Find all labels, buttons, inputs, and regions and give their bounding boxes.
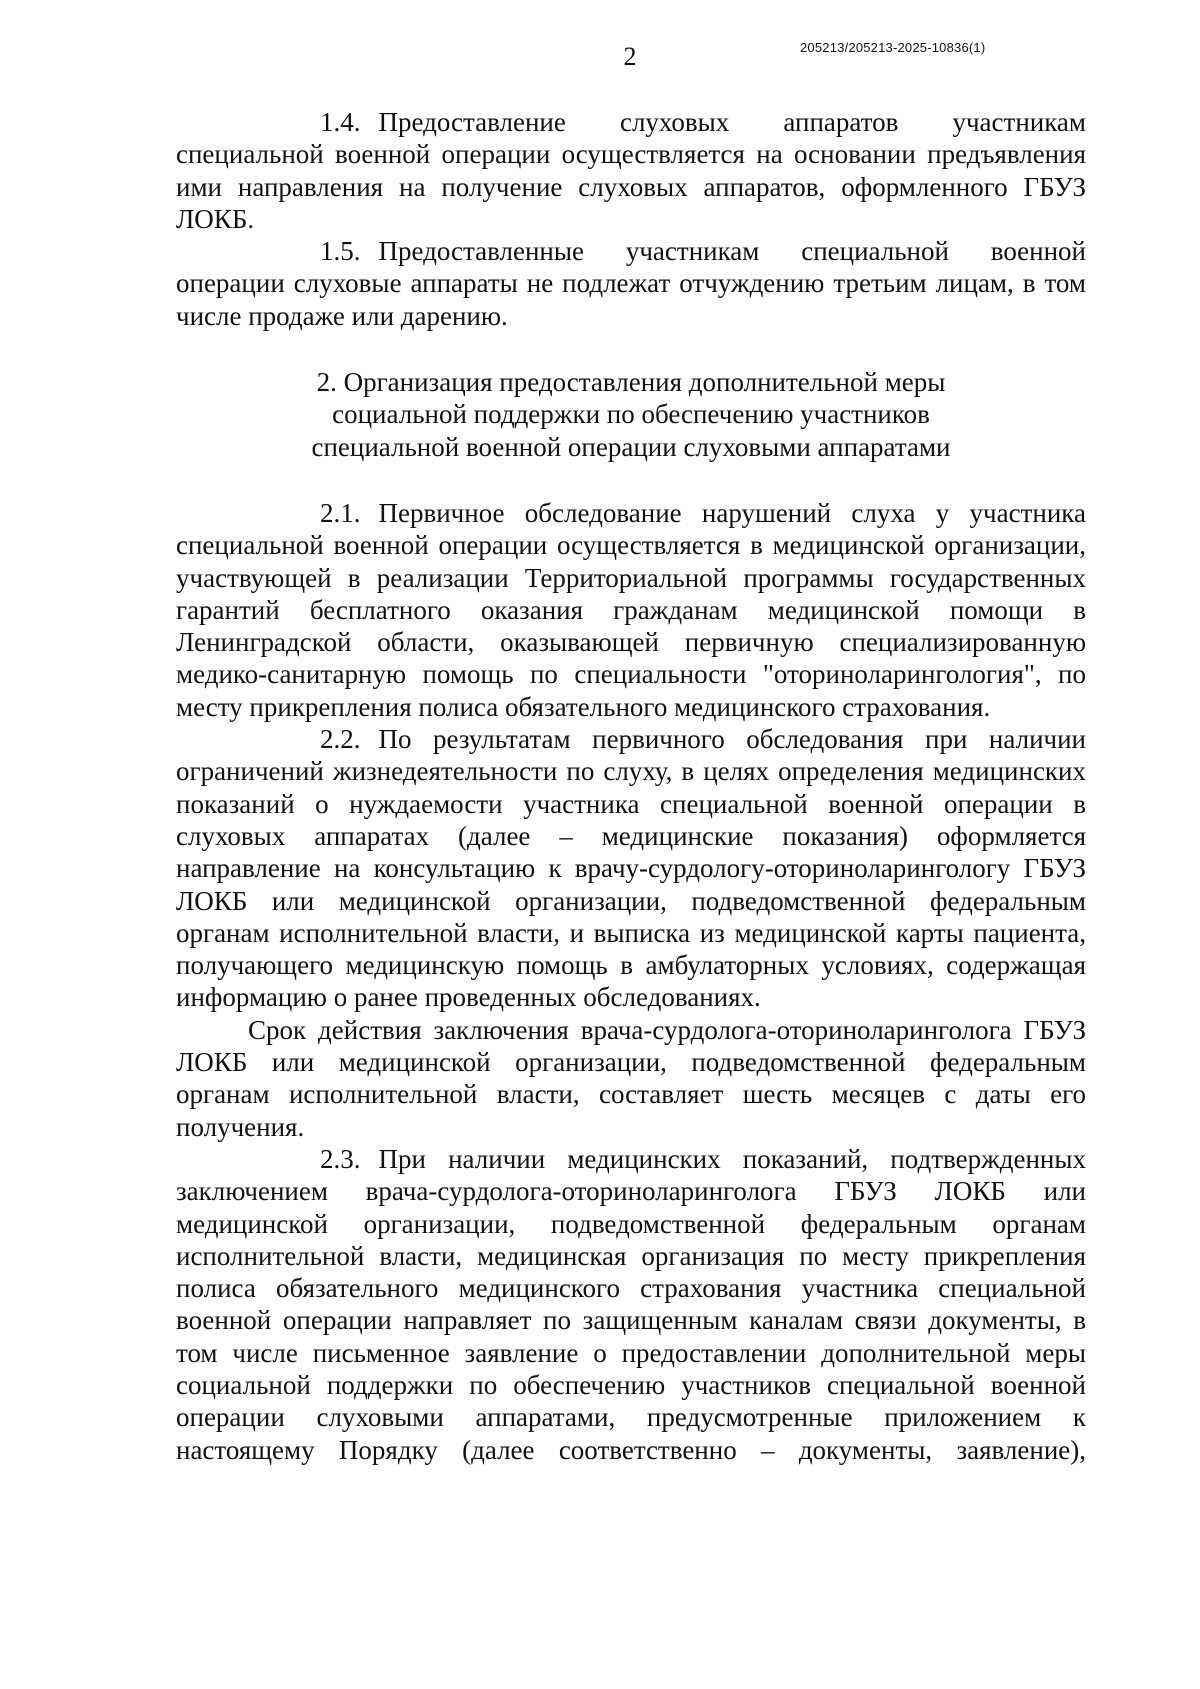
paragraph-2-1 [176,497,1086,723]
document-body [176,106,1086,1466]
section-title [176,366,1086,463]
document-id: 205213/205213-2025-10836(1) [800,40,986,55]
page-number: 2 [623,42,637,71]
section-title-line: специальной военной операции слуховыми аппаратами [311,431,951,462]
paragraph-2-3 [176,1143,1086,1466]
paragraph-number: 1.4. [320,107,361,137]
paragraph-1-5 [176,235,1086,332]
paragraph-validity-term [176,1014,1086,1143]
paragraph-text: Срок действия заключения врача-сурдолога-оториноларинголога ГБУЗ ЛОКБ или медицинской организации, подведомственной федеральным органам исполнительной власти, составляет шесть месяцев с даты его получения. [176,1014,1086,1142]
paragraph-text: Предоставление слуховых аппаратов участникам специальной военной операции осуществляется на основании предъявления ими направления на получение слуховых аппаратов, оформленного ГБУЗ ЛОКБ. [176,107,1086,234]
paragraph-text: Первичное обследование нарушений слуха у участника специальной военной операции осуществляется в медицинской организации, участвующей в реализации Территориальной программы государственных гарантий бесплатного оказания гражданам медицинской помощи в Ленинградской области, оказывающей первичную специализированную медико-санитарную помощь по специальности "оториноларингология", по месту прикрепления полиса обязательного медицинского страхования. [176,497,1086,722]
paragraph-text: Предоставленные участникам специальной военной операции слуховые аппараты не подлежат отчуждению третьим лицам, в том числе продаже или дарению. [176,236,1086,331]
paragraph-number: 2.3. [320,1143,361,1174]
section-title-line: социальной поддержки по обеспечению участников [332,399,930,430]
section-title-line: 2. Организация предоставления дополнительной меры [316,367,946,398]
paragraph-number: 2.2. [320,724,361,755]
paragraph-2-2 [176,723,1086,1014]
paragraph-number: 1.5. [320,236,361,267]
paragraph-text: При наличии медицинских показаний, подтвержденных заключением врача-сурдолога-оториноларинголога ГБУЗ ЛОКБ или медицинской организации, подведомственной федеральным органам исполнительной власти, медицинская организация по месту прикрепления полиса обязательного медицинского страхования участника специальной военной операции направляет по защищенным каналам связи документы, в том числе письменное заявление о предоставлении дополнительной меры социальной поддержки по обеспечению участников специальной военной операции слуховыми аппаратами, предусмотренные приложением к настоящему Порядку (далее соответственно – документы, заявление), [176,1143,1086,1465]
paragraph-text: По результатам первичного обследования при наличии ограничений жизнедеятельности по слуху, в целях определения медицинских показаний о нуждаемости участника специальной военной операции в слуховых аппаратах (далее – медицинские показания) оформляется направление на консультацию к врачу-сурдологу-оториноларингологу ГБУЗ ЛОКБ или медицинской организации, подведомственной федеральным органам исполнительной власти, и выписка из медицинской карты пациента, получающего медицинскую помощь в амбулаторных условиях, содержащая информацию о ранее проведенных обследованиях. [176,724,1086,1013]
paragraph-number: 2.1. [320,497,361,528]
paragraph-1-4 [176,106,1086,235]
